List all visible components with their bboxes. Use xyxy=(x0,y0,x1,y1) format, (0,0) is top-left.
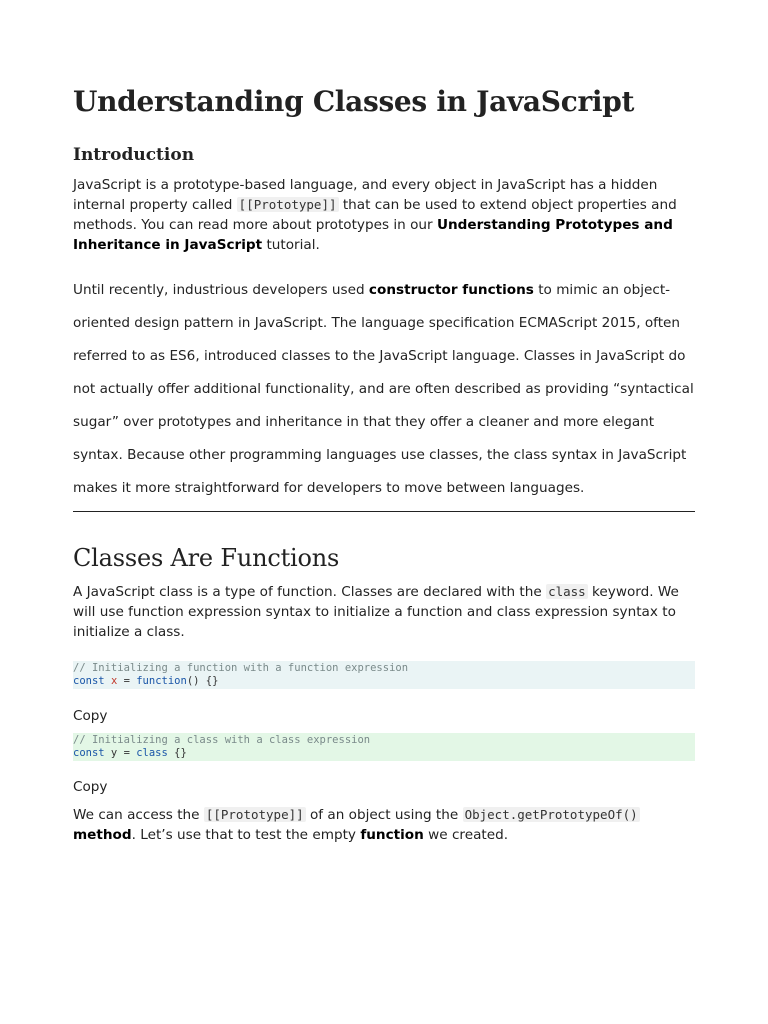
code-rest: {} xyxy=(167,747,187,759)
prototypes-tutorial-link[interactable]: Understanding Prototypes and Inheritance in JavaScript xyxy=(73,217,673,253)
intro-text-2: that can be used to extend object properties and methods. You can read more about prototypes in our xyxy=(73,197,677,233)
intro-text-3: tutorial. xyxy=(262,237,320,253)
constructor-functions-link[interactable]: constructor functions xyxy=(368,282,534,298)
prototype-inline-code: [[Prototype]] xyxy=(205,807,304,822)
access-paragraph xyxy=(73,805,695,845)
copy-button[interactable]: Copy xyxy=(73,779,108,795)
getprototypeof-inline-code: Object.getPrototypeOf() xyxy=(464,807,638,822)
code-block-function xyxy=(73,661,695,689)
code-identifier: x xyxy=(110,675,118,687)
history-text-2: to mimic an object-oriented design pattern in JavaScript. The language specification ECMAScript 2015, often referred to as ES6, introduced classes to the JavaScript language. Classes in JavaScript do not actually offer additional functionality, and are often described as providing “syntactical sugar” over prototypes and inheritance in that they offer a cleaner and more elegant syntax. Because other programming languages use classes, the class syntax in JavaScript makes it more straightforward for developers to move between languages. xyxy=(73,282,694,496)
copy-button[interactable]: Copy xyxy=(73,708,108,724)
section-heading: Classes Are Functions xyxy=(73,544,340,572)
code-block-class xyxy=(73,733,695,761)
classes-paragraph xyxy=(73,582,695,642)
classes-text-1: A JavaScript class is a type of function. Classes are declared with the xyxy=(73,584,547,600)
code-keyword-const: const xyxy=(73,747,105,759)
access-text-3: . Let’s use that to test the empty xyxy=(131,827,361,843)
code-rest: () {} xyxy=(186,675,219,687)
code-identifier: y = xyxy=(104,747,137,759)
class-inline-code: class xyxy=(548,584,586,599)
code-keyword-class: class xyxy=(136,747,168,759)
page-title: Understanding Classes in JavaScript xyxy=(73,85,635,118)
history-paragraph xyxy=(73,274,695,512)
access-text-2: of an object using the xyxy=(305,807,463,823)
intro-text-1: JavaScript is a prototype-based language, and every object in JavaScript has a hidden internal property called xyxy=(73,177,658,213)
classes-text-2: keyword. We will use function expression syntax to initialize a function and class expression syntax to initialize a class. xyxy=(73,584,679,640)
intro-paragraph xyxy=(73,175,695,255)
code-equals: = xyxy=(117,675,137,687)
code-comment: // Initializing a class with a class expression xyxy=(73,734,371,746)
access-text-4: we created. xyxy=(423,827,509,843)
prototype-inline-code: [[Prototype]] xyxy=(238,197,337,212)
method-link[interactable]: method xyxy=(73,827,132,843)
intro-heading: Introduction xyxy=(73,145,195,165)
code-comment: // Initializing a function with a function expression xyxy=(73,662,409,674)
history-text-1: Until recently, industrious developers used xyxy=(73,282,369,298)
function-link[interactable]: function xyxy=(360,827,424,843)
code-keyword-const: const xyxy=(73,675,105,687)
code-keyword-function: function xyxy=(136,675,187,687)
access-text-1: We can access the xyxy=(73,807,204,823)
